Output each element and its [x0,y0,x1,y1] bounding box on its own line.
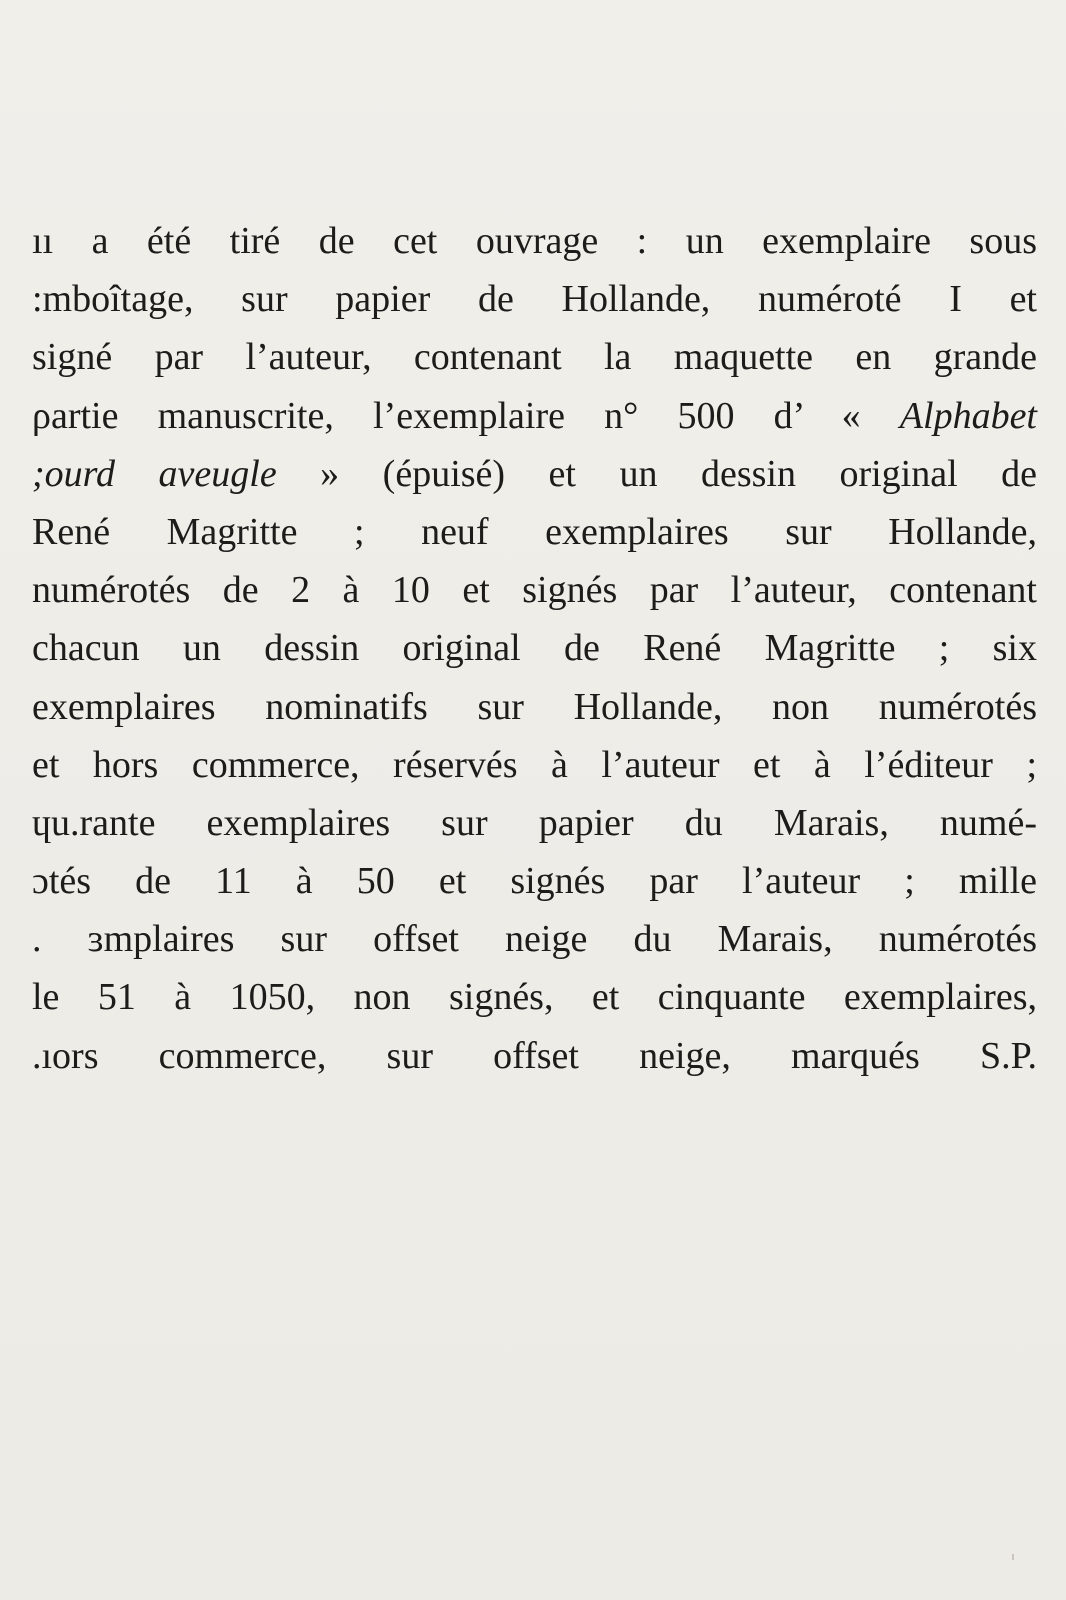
colophon-line: .ıors commerce, sur offset neige, marqués S.P. [32,1034,1037,1077]
colophon-line: numérotés de 2 à 10 et signés par l’auteur, contenant [32,569,1037,612]
colophon-line: ıı a été tiré de cet ouvrage : un exemplaire sous [32,220,1037,262]
colophon-line: ;ourd aveugle » (épuisé) et un dessin original de [32,452,1037,495]
book-title-italic: Alphabet [899,394,1037,437]
colophon-line: exemplaires nominatifs sur Hollande, non numérotés [32,685,1037,728]
colophon-line: René Magritte ; neuf exemplaires sur Hollande, [32,510,1037,553]
colophon-line: ρartie manuscrite, l’exemplaire n° 500 d’ « Alphabet [32,394,1037,437]
colophon-line: :mboîtage, sur papier de Hollande, numéroté I et [32,278,1037,321]
colophon-line: ɔtés de 11 à 50 et signés par l’auteur ; mille [32,860,1037,903]
colophon-line: . ɜmplaires sur offset neige du Marais, numérotés [32,918,1037,961]
colophon-line: ɥu.rante exemplaires sur papier du Marais, numé- [32,801,1037,844]
book-title-italic: ;ourd aveugle [32,452,277,495]
colophon-line: chacun un dessin original de René Magritte ; six [32,627,1037,670]
colophon-text [32,212,1037,1085]
colophon-line: et hors commerce, réservés à l’auteur et à l’éditeur ; [32,743,1037,786]
colophon-line: le 51 à 1050, non signés, et cinquante exemplaires, [32,976,1037,1019]
paper-speck [1012,1554,1014,1560]
colophon-line: signé par l’auteur, contenant la maquette en grande [32,336,1037,379]
